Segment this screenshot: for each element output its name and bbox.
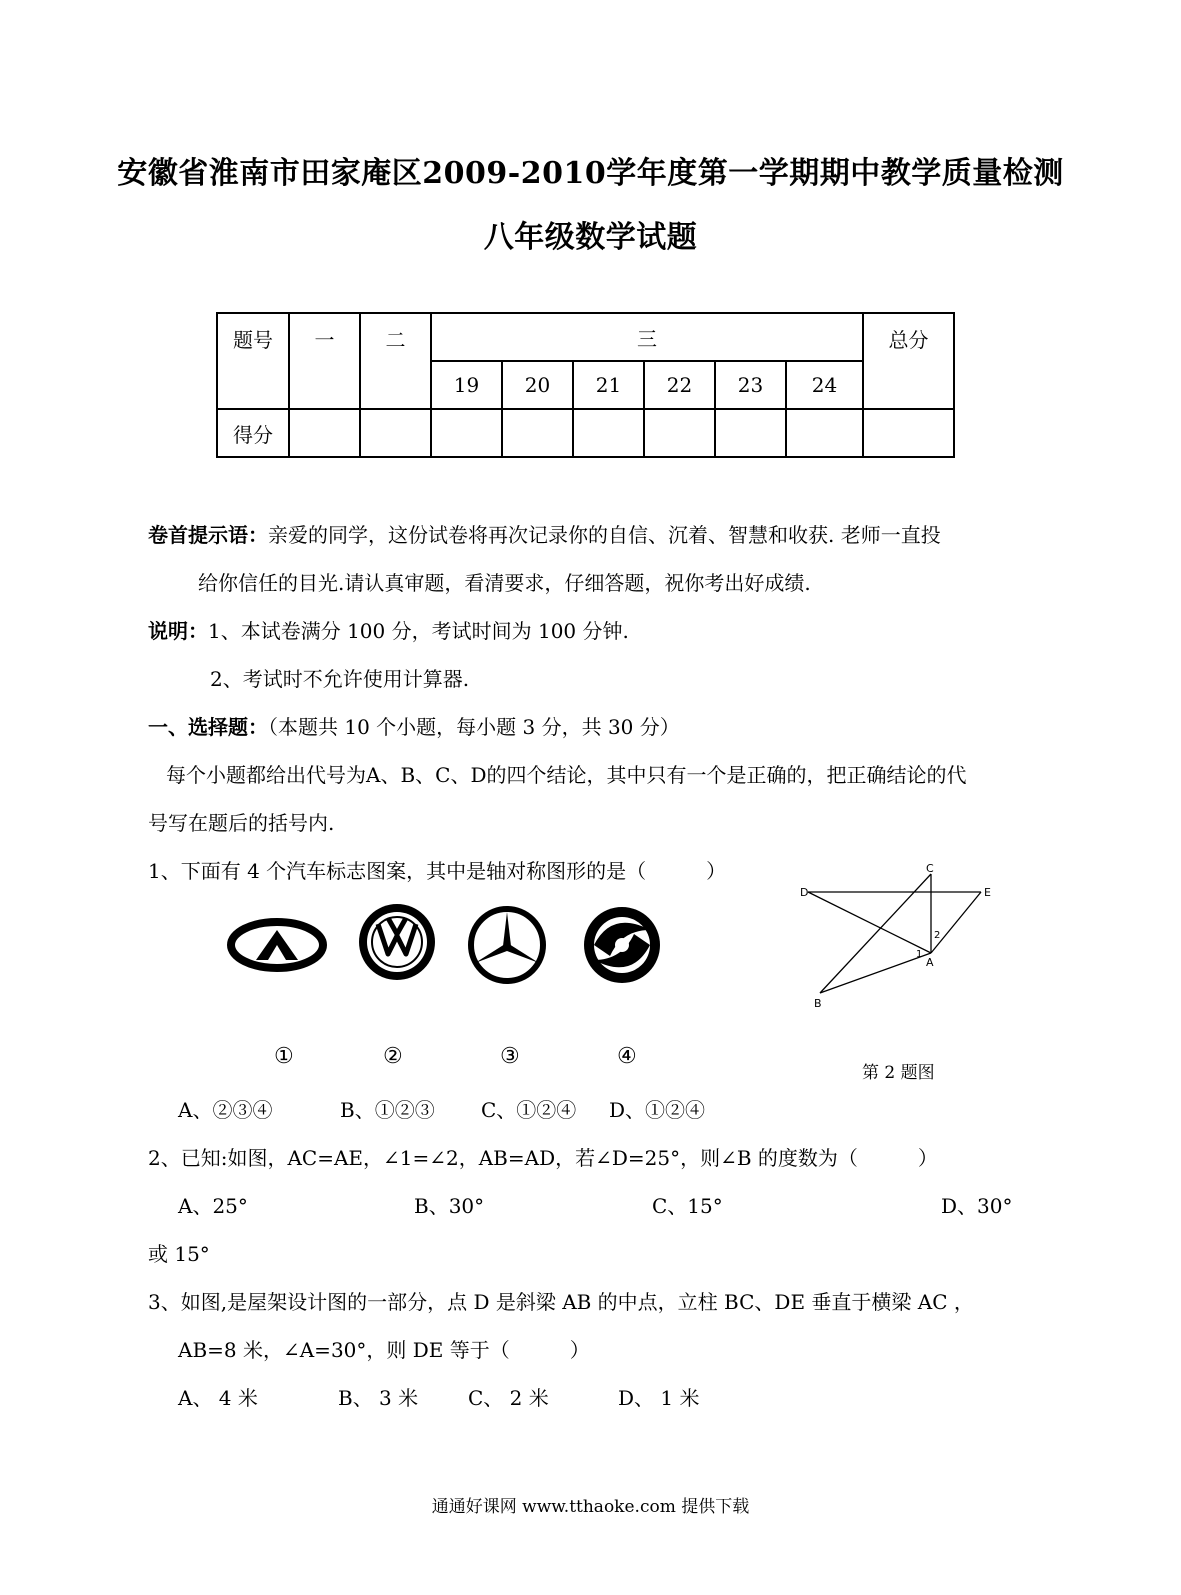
notes-item: 1、本试卷满分 100 分，考试时间为 100 分钟. — [208, 619, 629, 643]
geometry-figure — [790, 860, 1010, 1020]
page-subtitle: 八年级数学试题 — [483, 220, 698, 255]
table-subheader-cell: 21 — [573, 361, 644, 409]
score-cell[interactable] — [502, 409, 573, 457]
point-label: A — [926, 956, 934, 969]
question-1: 1、下面有 4 个汽车标志图案，其中是轴对称图形的是（ ） — [148, 859, 727, 883]
logo-label: ① — [274, 1044, 294, 1069]
mercedes-logo-icon — [471, 909, 543, 981]
point-label: D — [800, 886, 809, 899]
volkswagen-logo-icon — [359, 904, 435, 980]
option-c: C、15° — [652, 1194, 723, 1218]
score-table — [216, 312, 955, 458]
option-a: A、25° — [178, 1194, 248, 1218]
table-subheader-cell: 19 — [431, 361, 502, 409]
angle-label: 2 — [934, 930, 941, 941]
option-d: D、30° — [941, 1194, 1013, 1218]
option-d: D、①②④ — [609, 1098, 706, 1122]
option-b: B、 3 米 — [338, 1386, 419, 1410]
score-cell[interactable] — [644, 409, 715, 457]
point-label: B — [814, 997, 822, 1010]
section-title: 一、选择题： — [148, 715, 268, 739]
notes-line-1 — [148, 615, 629, 644]
point-label: E — [984, 886, 991, 899]
infiniti-logo-icon — [231, 922, 323, 968]
table-header-cell: 题号 — [217, 313, 289, 409]
question-3-continued: AB=8 米，∠A=30°，则 DE 等于（ ） — [178, 1338, 590, 1362]
table-header-cell: 一 — [289, 313, 360, 409]
notes-label: 说明： — [148, 619, 208, 643]
section-heading — [148, 711, 680, 740]
section-detail: （本题共 10 个小题，每小题 3 分，共 30 分） — [268, 715, 680, 739]
angle-label: 1 — [916, 949, 923, 960]
score-cell[interactable] — [863, 409, 954, 457]
option-a: A、 4 米 — [178, 1386, 258, 1410]
section-instruction-1: 每个小题都给出代号为A、B、C、D的四个结论，其中只有一个是正确的，把正确结论的代 — [166, 763, 967, 787]
table-header-cell: 三 — [431, 313, 863, 361]
intro-text: 亲爱的同学，这份试卷将再次记录你的自信、沉着、智慧和收获. 老师一直投 — [268, 523, 941, 547]
table-subheader-cell: 24 — [786, 361, 863, 409]
score-cell[interactable] — [289, 409, 360, 457]
logo-label: ④ — [617, 1044, 637, 1069]
table-header-cell: 二 — [360, 313, 431, 409]
logo-label: ② — [383, 1044, 403, 1069]
table-subheader-cell: 22 — [644, 361, 715, 409]
page-title: 安徽省淮南市田家庵区2009-2010学年度第一学期期中教学质量检测 — [117, 156, 1064, 191]
score-cell[interactable] — [573, 409, 644, 457]
score-cell[interactable] — [360, 409, 431, 457]
table-subheader-cell: 23 — [715, 361, 786, 409]
option-c: C、①②④ — [481, 1098, 577, 1122]
intro-line-2: 给你信任的目光.请认真审题，看清要求，仔细答题，祝你考出好成绩. — [198, 571, 811, 595]
page-footer: 通通好课网 www.tthaoke.com 提供下载 — [431, 1497, 750, 1517]
section-instruction-2: 号写在题后的括号内. — [148, 811, 335, 835]
option-a: A、②③④ — [178, 1098, 273, 1122]
score-cell[interactable] — [715, 409, 786, 457]
option-c: C、 2 米 — [468, 1386, 549, 1410]
point-label: C — [926, 862, 934, 875]
notes-line-2: 2、考试时不允许使用计算器. — [210, 667, 470, 691]
car-logos — [222, 900, 682, 990]
table-subheader-cell: 20 — [502, 361, 573, 409]
dongfeng-logo-icon — [584, 907, 660, 983]
figure-caption: 第 2 题图 — [862, 1063, 935, 1083]
option-d: D、 1 米 — [618, 1386, 700, 1410]
score-cell[interactable] — [431, 409, 502, 457]
intro-label: 卷首提示语： — [148, 523, 268, 547]
logo-label: ③ — [500, 1044, 520, 1069]
intro-line-1 — [148, 519, 941, 548]
option-b: B、30° — [414, 1194, 485, 1218]
score-cell[interactable] — [786, 409, 863, 457]
question-2: 2、已知:如图，AC=AE，∠1=∠2，AB=AD，若∠D=25°，则∠B 的度数为（ ） — [148, 1146, 938, 1170]
option-b: B、①②③ — [340, 1098, 435, 1122]
table-row-label: 得分 — [217, 409, 289, 457]
option-d-continued: 或 15° — [148, 1242, 210, 1266]
table-header-cell: 总分 — [863, 313, 954, 409]
question-3: 3、如图,是屋架设计图的一部分，点 D 是斜梁 AB 的中点，立柱 BC、DE 垂直于横梁 AC ， — [148, 1290, 974, 1314]
